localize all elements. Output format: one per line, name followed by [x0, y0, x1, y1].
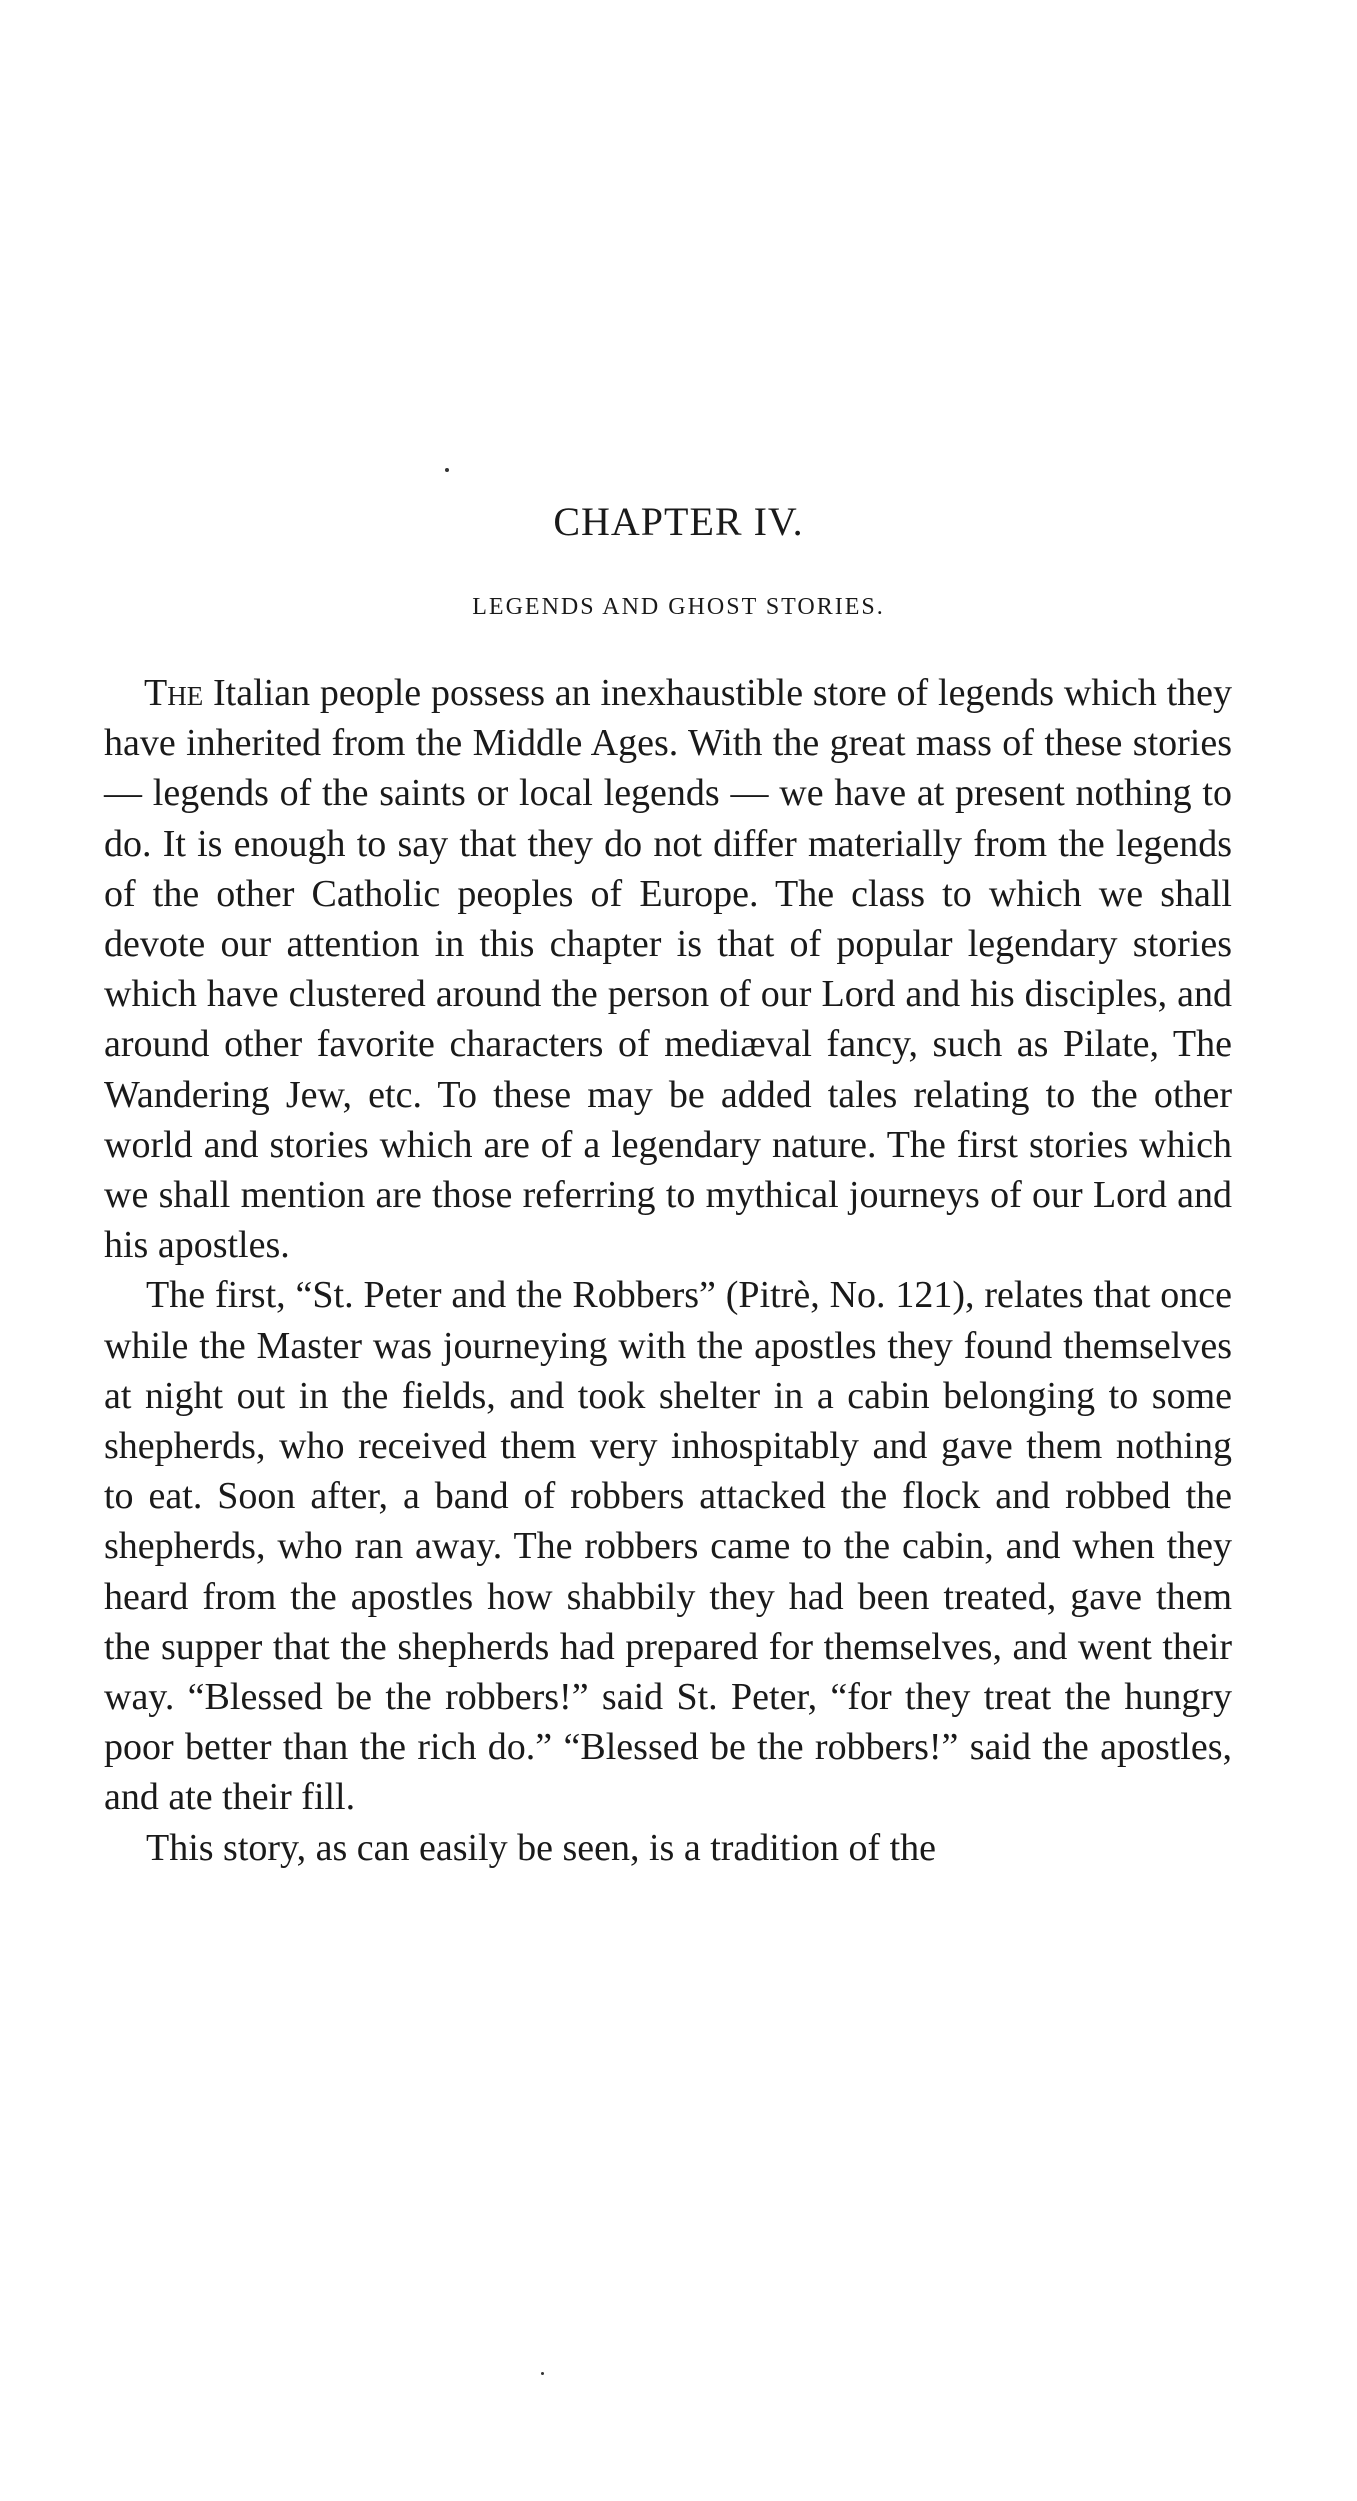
- paragraph-2: [104, 1270, 1232, 1822]
- chapter-subtitle: LEGENDS AND GHOST STORIES.: [472, 594, 885, 620]
- body-text: [104, 668, 1232, 1873]
- paper-speck-mark: [445, 468, 449, 472]
- paragraph-3-text: This story, as can easily be seen, is a tradition of the: [146, 1826, 937, 1869]
- chapter-title: CHAPTER IV.: [553, 499, 804, 544]
- paper-speck-mark: [541, 2372, 544, 2375]
- paragraph-1-lead-word: The: [144, 672, 204, 714]
- paragraph-2-text: The first, “St. Peter and the Robbers” (Pitrè, No. 121), relates that once while the Master was journeying with the apostles they found themselves at night out in the fields, and took shelter in a cabin belonging to some shepherds, who received them very inhospitably and gave them nothing to eat. Soon after, a band of robbers attacked the flock and robbed the shepherds, who ran away. The robbers came to the cabin, and when they heard from the apostles how shabbily they had been treated, gave them the supper that the shepherds had prepared for themselves, and went their way. “Blessed be the robbers!” said St. Peter, “for they treat the hungry poor better than the rich do.” “Blessed be the robbers!” said the apostles, and ate their fill.: [104, 1274, 1232, 1819]
- paragraph-3: [104, 1823, 1232, 1873]
- paragraph-1-text: Italian people possess an inexhaustible store of legends which they have inherited from the Middle Ages. With the great mass of these stories — legends of the saints or local legends — we have at present nothing to do. It is enough to say that they do not differ materially from the legends of the other Catholic peoples of Europe. The class to which we shall devote our attention in this chapter is that of popular legendary stories which have clustered around the person of our Lord and his disciples, and around other favorite characters of mediæval fancy, such as Pilate, The Wandering Jew, etc. To these may be added tales relating to the other world and stories which are of a legendary nature. The first stories which we shall mention are those referring to mythical journeys of our Lord and his apostles.: [104, 672, 1232, 1267]
- paragraph-1: [104, 668, 1232, 1270]
